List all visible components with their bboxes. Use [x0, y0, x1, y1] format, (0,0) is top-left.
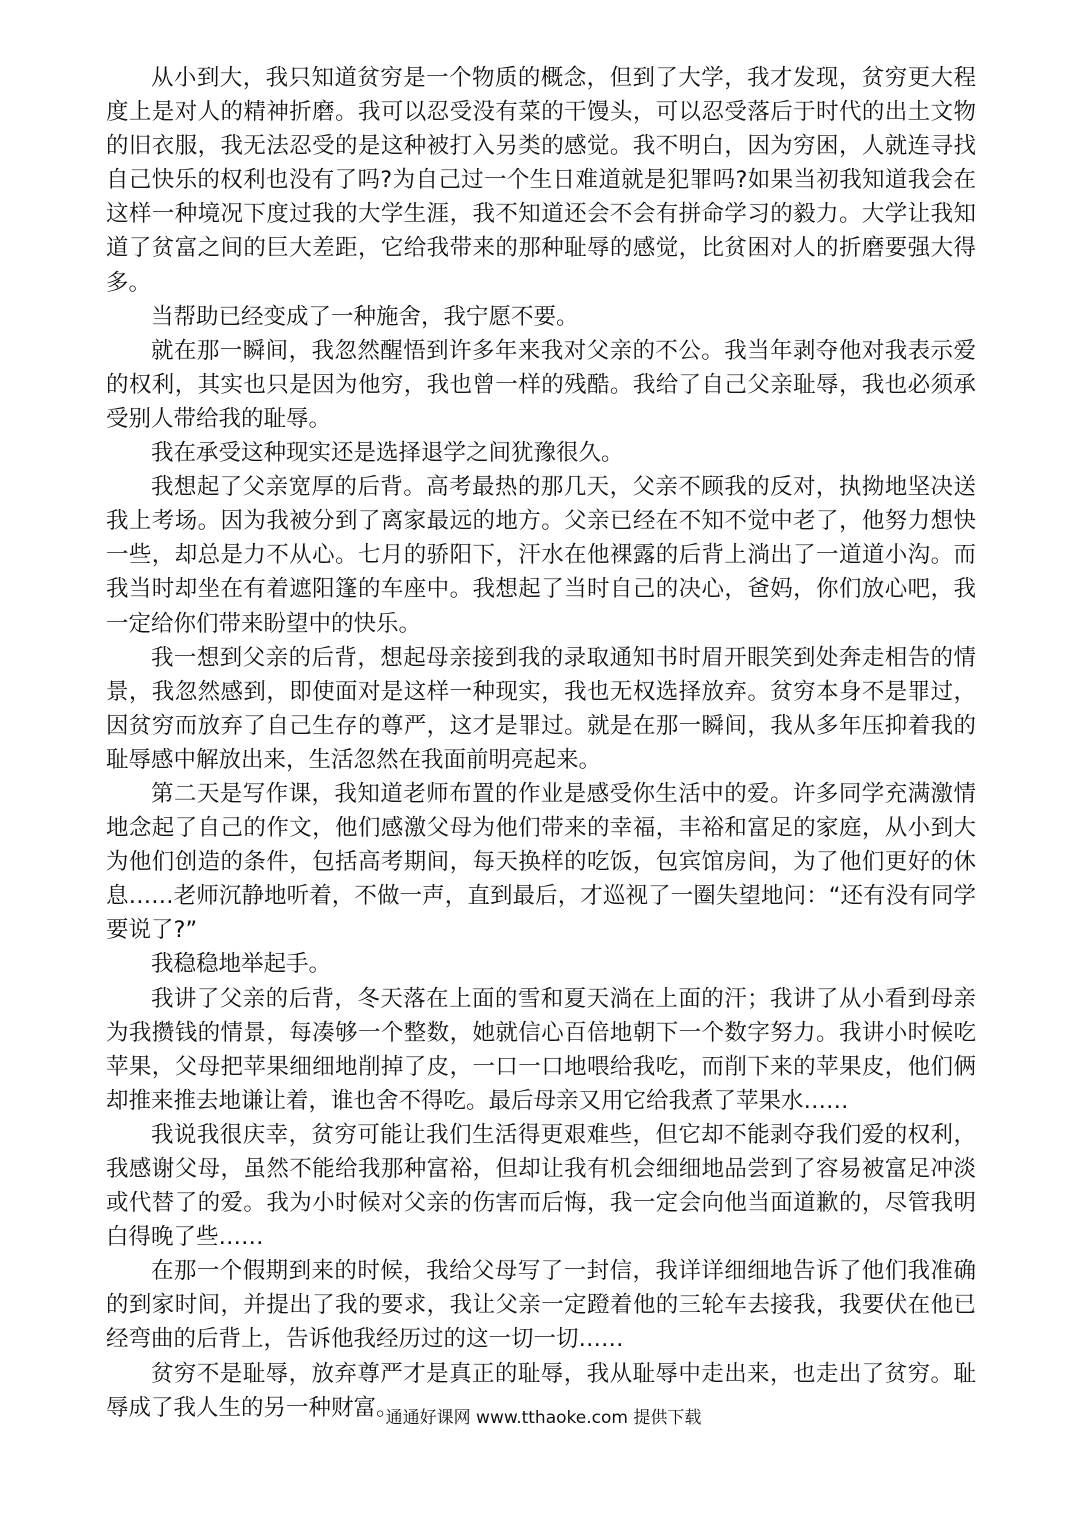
paragraph: 就在那一瞬间，我忽然醒悟到许多年来我对父亲的不公。我当年剥夺他对我表示爱的权利，其实也只是因为他穷，我也曾一样的残酷。我给了自己父亲耻辱，我也必须承受别人带给我的耻辱。 — [106, 337, 976, 432]
paragraph: 在那一个假期到来的时候，我给父母写了一封信，我详详细细地告诉了他们我准确的到家时间，并提出了我的要求，我让父亲一定蹬着他的三轮车去接我，我要伏在他已经弯曲的后背上，告诉他我经历过的这一切一切…… — [106, 1258, 976, 1353]
paragraph: 我讲了父亲的后背，冬天落在上面的雪和夏天淌在上面的汗；我讲了从小看到母亲为我攒钱的情景，每凑够一个整数，她就信心百倍地朝下一个数字努力。我讲小时候吃苹果，父母把苹果细细地削掉了皮，一口一口地喂给我吃，而削下来的苹果皮，他们俩却推来推去地谦让着，谁也舍不得吃。最后母亲又用它给我煮了苹果水…… — [106, 985, 976, 1114]
paragraph: 从小到大，我只知道贫穷是一个物质的概念，但到了大学，我才发现，贫穷更大程度上是对人的精神折磨。我可以忍受没有菜的干馒头，可以忍受落后于时代的出土文物的旧衣服，我无法忍受的是这种被打入另类的感觉。我不明白，因为穷困，人就连寻找自己快乐的权利也没有了吗?为自己过一个生日难道就是犯罪吗?如果当初我知道我会在这样一种境况下度过我的大学生涯，我不知道还会不会有拼命学习的毅力。大学让我知道了贫富之间的巨大差距，它给我带来的那种耻辱的感觉，比贫困对人的折磨要强大得多。 — [106, 65, 976, 296]
paragraph: 第二天是写作课，我知道老师布置的作业是感受你生活中的爱。许多同学充满激情地念起了自己的作文，他们感激父母为他们带来的幸福，丰裕和富足的家庭，从小到大为他们创造的条件，包括高考期间，每天换样的吃饭，包宾馆房间，为了他们更好的休息……老师沉静地听着，不做一声，直到最后，才巡视了一圈失望地问：“还有没有同学要说了?” — [106, 780, 976, 944]
paragraph: 我稳稳地举起手。 — [151, 951, 332, 978]
paragraph: 我一想到父亲的后背，想起母亲接到我的录取通知书时眉开眼笑到处奔走相告的情景，我忽然感到，即使面对是这样一种现实，我也无权选择放弃。贫穷本身不是罪过，因贫穷而放弃了自己生存的尊严，这才是罪过。就是在那一瞬间，我从多年压抑着我的耻辱感中解放出来，生活忽然在我面前明亮起来。 — [106, 644, 976, 773]
paragraph: 我在承受这种现实还是选择退学之间犹豫很久。 — [151, 440, 624, 467]
paragraph: 当帮助已经变成了一种施舍，我宁愿不要。 — [151, 303, 579, 330]
paragraph: 贫穷不是耻辱，放弃尊严才是真正的耻辱，我从耻辱中走出来，也走出了贫穷。耻辱成了我人生的另一种财富。 — [106, 1360, 976, 1421]
page-footer: 通通好课网 www.tthaoke.com 提供下载 — [385, 1408, 702, 1428]
article-body — [106, 61, 976, 1425]
paragraph: 我说我很庆幸，贫穷可能让我们生活得更艰难些，但它却不能剥夺我们爱的权利，我感谢父母，虽然不能给我那种富裕，但却让我有机会细细地品尝到了容易被富足冲淡或代替了的爱。我为小时候对父亲的伤害而后悔，我一定会向他当面道歉的，尽管我明白得晚了些…… — [106, 1121, 976, 1251]
paragraph: 我想起了父亲宽厚的后背。高考最热的那几天，父亲不顾我的反对，执拗地坚决送我上考场。因为我被分到了离家最远的地方。父亲已经在不知不觉中老了，他努力想快一些，却总是力不从心。七月的骄阳下，汗水在他裸露的后背上淌出了一道道小沟。而我当时却坐在有着遮阳篷的车座中。我想起了当时自己的决心，爸妈，你们放心吧，我一定给你们带来盼望中的快乐。 — [106, 474, 976, 637]
